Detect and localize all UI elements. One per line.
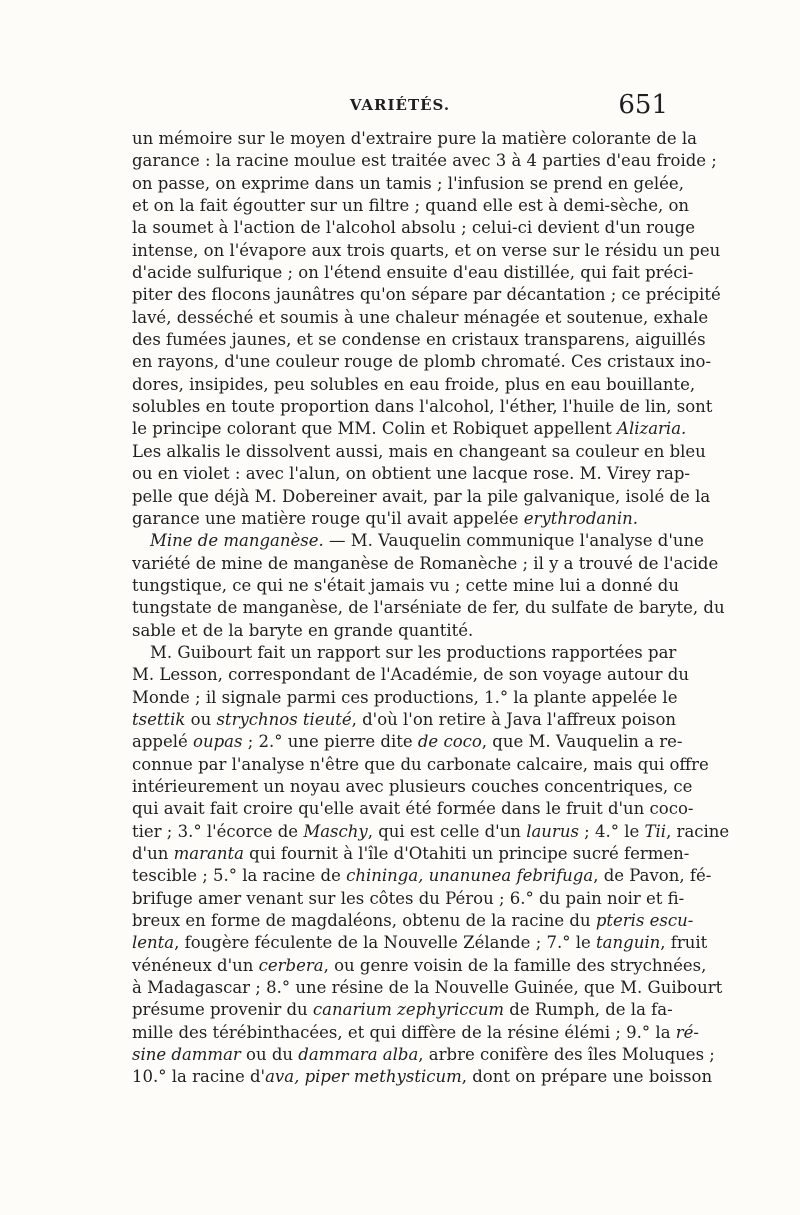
line-text: appelé: [132, 732, 194, 752]
text-line: [132, 374, 696, 396]
text-line: [132, 932, 708, 954]
line-text: ; 2.° une pierre dite: [242, 732, 418, 752]
text-line: [132, 575, 679, 597]
text-line: [132, 284, 721, 306]
page-number: 651: [618, 90, 668, 120]
line-text: d'acide sulfurique ; on l'étend ensuite d'eau distillée, qui fait préci-: [132, 263, 694, 283]
line-text: Les alkalis le dissolvent aussi, mais en changeant sa couleur en bleu: [132, 441, 706, 461]
text-line: [132, 1044, 715, 1066]
text-line: [132, 486, 711, 508]
italic-text: pteris escu-: [595, 911, 694, 931]
line-text: , dont on prépare une boisson: [461, 1067, 713, 1087]
italic-text: erythrodanin.: [523, 508, 639, 528]
text-line: [132, 865, 712, 887]
line-text: ou du: [240, 1045, 299, 1065]
text-line: [132, 620, 668, 642]
italic-text: Maschy: [303, 821, 368, 841]
line-text: , qui est celle d'un: [367, 821, 527, 841]
italic-text: sine dammar: [132, 1045, 241, 1065]
line-text: breux en forme de magdaléons, obtenu de la racine du: [132, 911, 596, 931]
text-line: [132, 642, 677, 664]
text-line: [132, 709, 677, 731]
line-text: , racine: [666, 821, 730, 841]
text-line: [132, 240, 721, 262]
text-line: [132, 977, 723, 999]
italic-text: dammara alba: [298, 1045, 419, 1065]
line-text: intérieurement un noyau avec plusieurs couches concentriques, ce: [132, 776, 693, 796]
line-text: — M. Vauquelin communique l'analyse d'une: [323, 531, 704, 551]
line-text: solubles en toute proportion dans l'alcohol, l'éther, l'huile de lin, sont: [132, 397, 713, 417]
line-text: le principe colorant que MM. Colin et Robiquet appellent: [132, 419, 618, 439]
text-line: [132, 396, 713, 418]
text-line: [132, 888, 685, 910]
text-line: [132, 999, 673, 1021]
text-line: [132, 1066, 713, 1088]
line-text: , fougère féculente de la Nouvelle Zélande ; 7.° le: [174, 933, 597, 953]
italic-text: strychnos tieuté: [216, 709, 352, 729]
italic-text: maranta: [173, 844, 244, 863]
line-text: connue par l'analyse n'être que du carbonate calcaire, mais qui offre: [132, 754, 709, 774]
line-text: on passe, on exprime dans un tamis ; l'infusion se prend en gelée,: [132, 173, 684, 193]
running-title: VARIÉTÉS.: [349, 96, 451, 114]
line-text: , que M. Vauquelin a re-: [481, 732, 683, 752]
line-text: intense, on l'évapore aux trois quarts, et on verse sur le résidu un peu: [132, 240, 721, 260]
line-text: ou en violet : avec l'alun, on obtient une lacque rose. M. Virey rap-: [132, 464, 690, 484]
text-line: [132, 910, 694, 932]
text-line: [132, 128, 697, 150]
text-line: [132, 195, 690, 217]
italic-text: ré-: [675, 1022, 700, 1042]
text-line: [132, 508, 668, 530]
text-line: [132, 329, 706, 351]
italic-text: de coco: [417, 732, 482, 752]
line-text: présume provenir du: [132, 1000, 313, 1020]
text-line: [132, 664, 689, 686]
line-text: variété de mine de manganèse de Romanèche ; il y a trouvé de l'acide: [132, 553, 719, 573]
page-header: [132, 92, 668, 126]
line-text: , de Pavon, fé-: [593, 866, 712, 886]
text-line: [132, 821, 730, 843]
text-line: [132, 687, 678, 709]
text-line: [132, 754, 709, 776]
line-text: 10.° la racine d': [132, 1067, 266, 1087]
text-line: [132, 1022, 700, 1044]
line-text: qui avait fait croire qu'elle avait été formée dans le fruit d'un coco-: [132, 799, 694, 819]
italic-text: laurus: [526, 821, 579, 841]
text-line: [132, 173, 684, 195]
line-text: garance une matière rouge qu'il avait appelée: [132, 508, 524, 528]
line-text: pelle que déjà M. Dobereiner avait, par la pile galvanique, isolé de la: [132, 486, 711, 506]
line-text: en rayons, d'une couleur rouge de plomb chromaté. Ces cristaux ino-: [132, 352, 712, 372]
line-text: à Madagascar ; 8.° une résine de la Nouvelle Guinée, que M. Guibourt: [132, 978, 723, 998]
line-text: vénéneux d'un: [132, 955, 259, 975]
line-text: dores, insipides, peu solubles en eau froide, plus en eau bouillante,: [132, 374, 696, 394]
body-text: [132, 128, 730, 1089]
italic-text: tsettik: [132, 709, 186, 729]
line-text: M. Guibourt fait un rapport sur les productions rapportées par: [150, 642, 677, 662]
line-text: garance : la racine moulue est traitée avec 3 à 4 parties d'eau froide ;: [132, 151, 717, 171]
line-text: des fumées jaunes, et se condense en cristaux transparens, aiguillés: [132, 330, 706, 350]
line-text: ; 4.° le: [578, 821, 645, 841]
italic-text: ava, piper methysticum: [265, 1067, 462, 1087]
italic-text: lenta: [132, 933, 175, 953]
text-line: [132, 150, 717, 172]
text-line: [132, 553, 719, 575]
text-line: [132, 262, 694, 284]
italic-text: tanguin: [596, 933, 661, 953]
italic-text: Mine de manganèse.: [150, 531, 324, 551]
line-text: ou: [185, 709, 217, 729]
text-line: [132, 776, 693, 798]
line-text: tescible ; 5.° la racine de: [132, 866, 347, 886]
italic-text: canarium zephyriccum: [312, 1000, 505, 1020]
line-text: sable et de la baryte en grande quantité.: [132, 620, 474, 640]
text-line: [132, 441, 706, 463]
line-text: , ou genre voisin de la famille des strychnées,: [323, 955, 707, 975]
line-text: , d'où l'on retire à Java l'affreux poison: [351, 709, 677, 729]
line-text: de Rumph, de la fa-: [504, 1000, 673, 1020]
text-line: [132, 351, 712, 373]
line-text: et on la fait égoutter sur un filtre ; quand elle est à demi-sèche, on: [132, 196, 690, 216]
line-text: , arbre conifère des îles Moluques ;: [418, 1045, 715, 1065]
line-text: qui fournit à l'île d'Otahiti un principe sucré fermen-: [243, 844, 690, 863]
text-line: [132, 418, 687, 440]
line-text: mille des térébinthacées, et qui diffère de la résine élémi ; 9.° la: [132, 1022, 676, 1042]
line-text: brifuge amer venant sur les côtes du Pérou ; 6.° du pain noir et fi-: [132, 888, 685, 908]
text-line: [132, 798, 694, 820]
text-line: [132, 597, 725, 619]
line-text: un mémoire sur le moyen d'extraire pure la matière colorante de la: [132, 129, 697, 148]
italic-text: cerbera: [258, 955, 324, 975]
line-text: la soumet à l'action de l'alcohol absolu ; celui-ci devient d'un rouge: [132, 218, 695, 238]
line-text: M. Lesson, correspondant de l'Académie, de son voyage autour du: [132, 665, 689, 685]
text-line: [132, 530, 704, 552]
italic-text: Tii: [644, 821, 667, 841]
line-text: tungstique, ce qui ne s'était jamais vu ; cette mine lui a donné du: [132, 575, 679, 595]
line-text: lavé, desséché et soumis à une chaleur ménagée et soutenue, exhale: [132, 307, 709, 327]
line-text: , fruit: [660, 933, 708, 953]
italic-text: oupas: [193, 732, 243, 752]
text-line: [132, 731, 683, 753]
text-line: [132, 217, 695, 239]
line-text: tungstate de manganèse, de l'arséniate de fer, du sulfate de baryte, du: [132, 598, 725, 618]
text-line: [132, 955, 707, 977]
italic-text: Alizaria.: [617, 419, 687, 439]
italic-text: chininga, unanunea febrifuga: [346, 866, 594, 886]
line-text: piter des flocons jaunâtres qu'on sépare par décantation ; ce précipité: [132, 285, 721, 305]
text-line: [132, 463, 690, 485]
text-line: [132, 843, 690, 865]
line-text: Monde ; il signale parmi ces productions, 1.° la plante appelée le: [132, 687, 678, 707]
text-line: [132, 307, 709, 329]
line-text: tier ; 3.° l'écorce de: [132, 821, 304, 841]
line-text: d'un: [132, 844, 174, 863]
